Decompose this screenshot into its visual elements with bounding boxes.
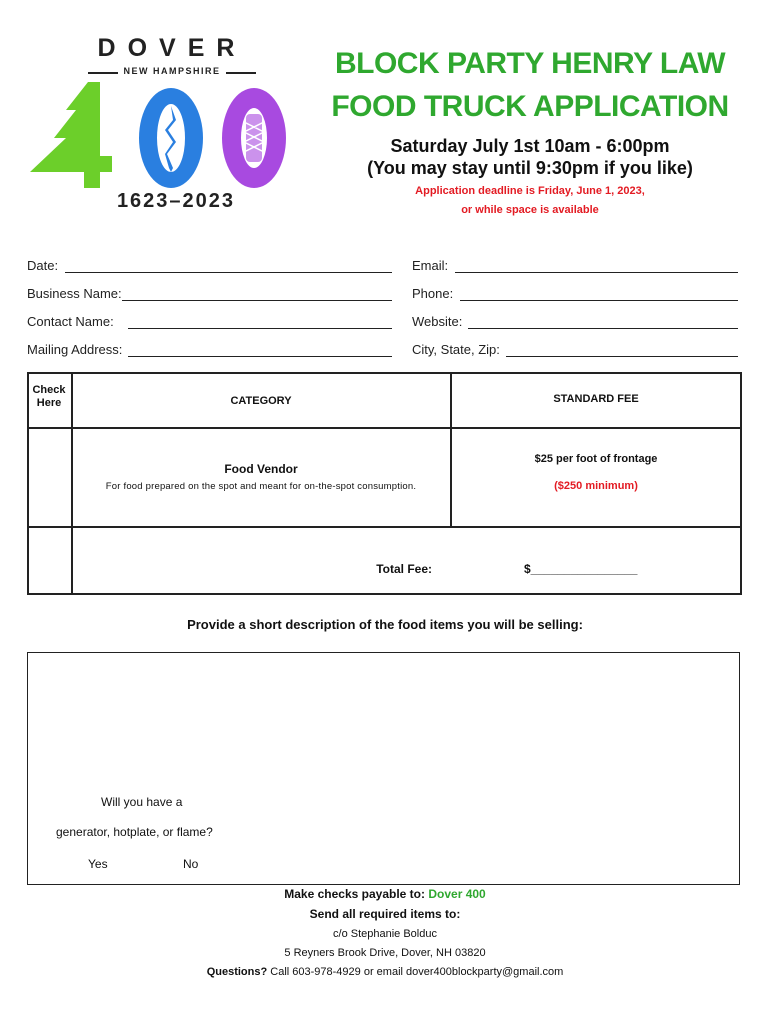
logo-four-tree-icon (30, 82, 112, 188)
logo-zero-feather-icon (139, 88, 203, 188)
checks-payable-line: Make checks payable to: Dover 400 (284, 887, 486, 901)
business-name-field[interactable] (122, 300, 392, 301)
deadline-line1: Application deadline is Friday, June 1, 2023, (415, 185, 645, 197)
food-vendor-title: Food Vendor (224, 462, 298, 476)
generator-no-option[interactable]: No (183, 857, 199, 871)
city-state-zip-field[interactable] (506, 356, 738, 357)
logo-zero-spool-icon (222, 88, 286, 188)
checks-payee: Dover 400 (428, 887, 486, 901)
questions-contact[interactable]: Call 603-978-4929 or email dover400blockparty@gmail.com (270, 966, 564, 978)
generator-question-line2: generator, hotplate, or flame? (56, 825, 213, 839)
logo-rule-right (226, 72, 256, 74)
mailing-address-field[interactable] (128, 356, 392, 357)
dover-400-logo (26, 34, 292, 220)
contact-name-label: Contact Name: (27, 314, 114, 329)
business-name-label: Business Name: (27, 286, 122, 301)
category-header: CATEGORY (230, 395, 292, 407)
total-fee-field[interactable]: $________________ (524, 562, 638, 576)
generator-yes-option[interactable]: Yes (88, 857, 108, 871)
logo-400-graphic (26, 80, 292, 190)
food-description-input[interactable] (27, 652, 740, 885)
food-vendor-description: For food prepared on the spot and meant for on-the-spot consumption. (105, 481, 417, 492)
deadline-line2: or while space is available (461, 204, 599, 216)
event-stay-line: (You may stay until 9:30pm if you like) (367, 158, 693, 178)
mailing-address-line: 5 Reyners Brook Drive, Dover, NH 03820 (284, 947, 486, 959)
fee-table (27, 372, 742, 595)
food-vendor-checkbox[interactable] (28, 429, 71, 526)
send-items-line: Send all required items to: (309, 907, 461, 921)
logo-dover-text: DOVER (97, 34, 247, 62)
page-title-line1: BLOCK PARTY HENRY LAW (334, 47, 726, 80)
contact-name-field[interactable] (128, 328, 392, 329)
date-label: Date: (27, 258, 59, 273)
description-prompt: Provide a short description of the food items you will be selling: (187, 617, 583, 632)
mailing-address-label: Mailing Address: (27, 342, 123, 357)
total-fee-label: Total Fee: (376, 562, 432, 576)
phone-label: Phone: (412, 286, 454, 301)
page-title-line2: FOOD TRUCK APPLICATION (331, 90, 729, 123)
addressee-line: c/o Stephanie Bolduc (333, 928, 437, 940)
phone-field[interactable] (460, 300, 738, 301)
fee-minimum: ($250 minimum) (554, 480, 638, 492)
total-check-cell (28, 528, 71, 593)
email-label: Email: (412, 258, 449, 273)
fee-header: STANDARD FEE (553, 393, 639, 405)
email-field[interactable] (455, 272, 738, 273)
fee-per-foot: $25 per foot of frontage (534, 453, 658, 465)
event-date-line: Saturday July 1st 10am - 6:00pm (390, 136, 670, 156)
website-label: Website: (412, 314, 463, 329)
website-field[interactable] (468, 328, 738, 329)
logo-years-text: 1623–2023 (116, 190, 236, 212)
check-header: Check Here (32, 384, 66, 409)
generator-question-line1: Will you have a (101, 795, 183, 809)
questions-line: Questions? Call 603-978-4929 or email dover400blockparty@gmail.com (206, 966, 564, 978)
date-field[interactable] (65, 272, 392, 273)
logo-nh-text: NEW HAMPSHIRE (123, 66, 221, 76)
city-state-zip-label: City, State, Zip: (412, 342, 500, 357)
